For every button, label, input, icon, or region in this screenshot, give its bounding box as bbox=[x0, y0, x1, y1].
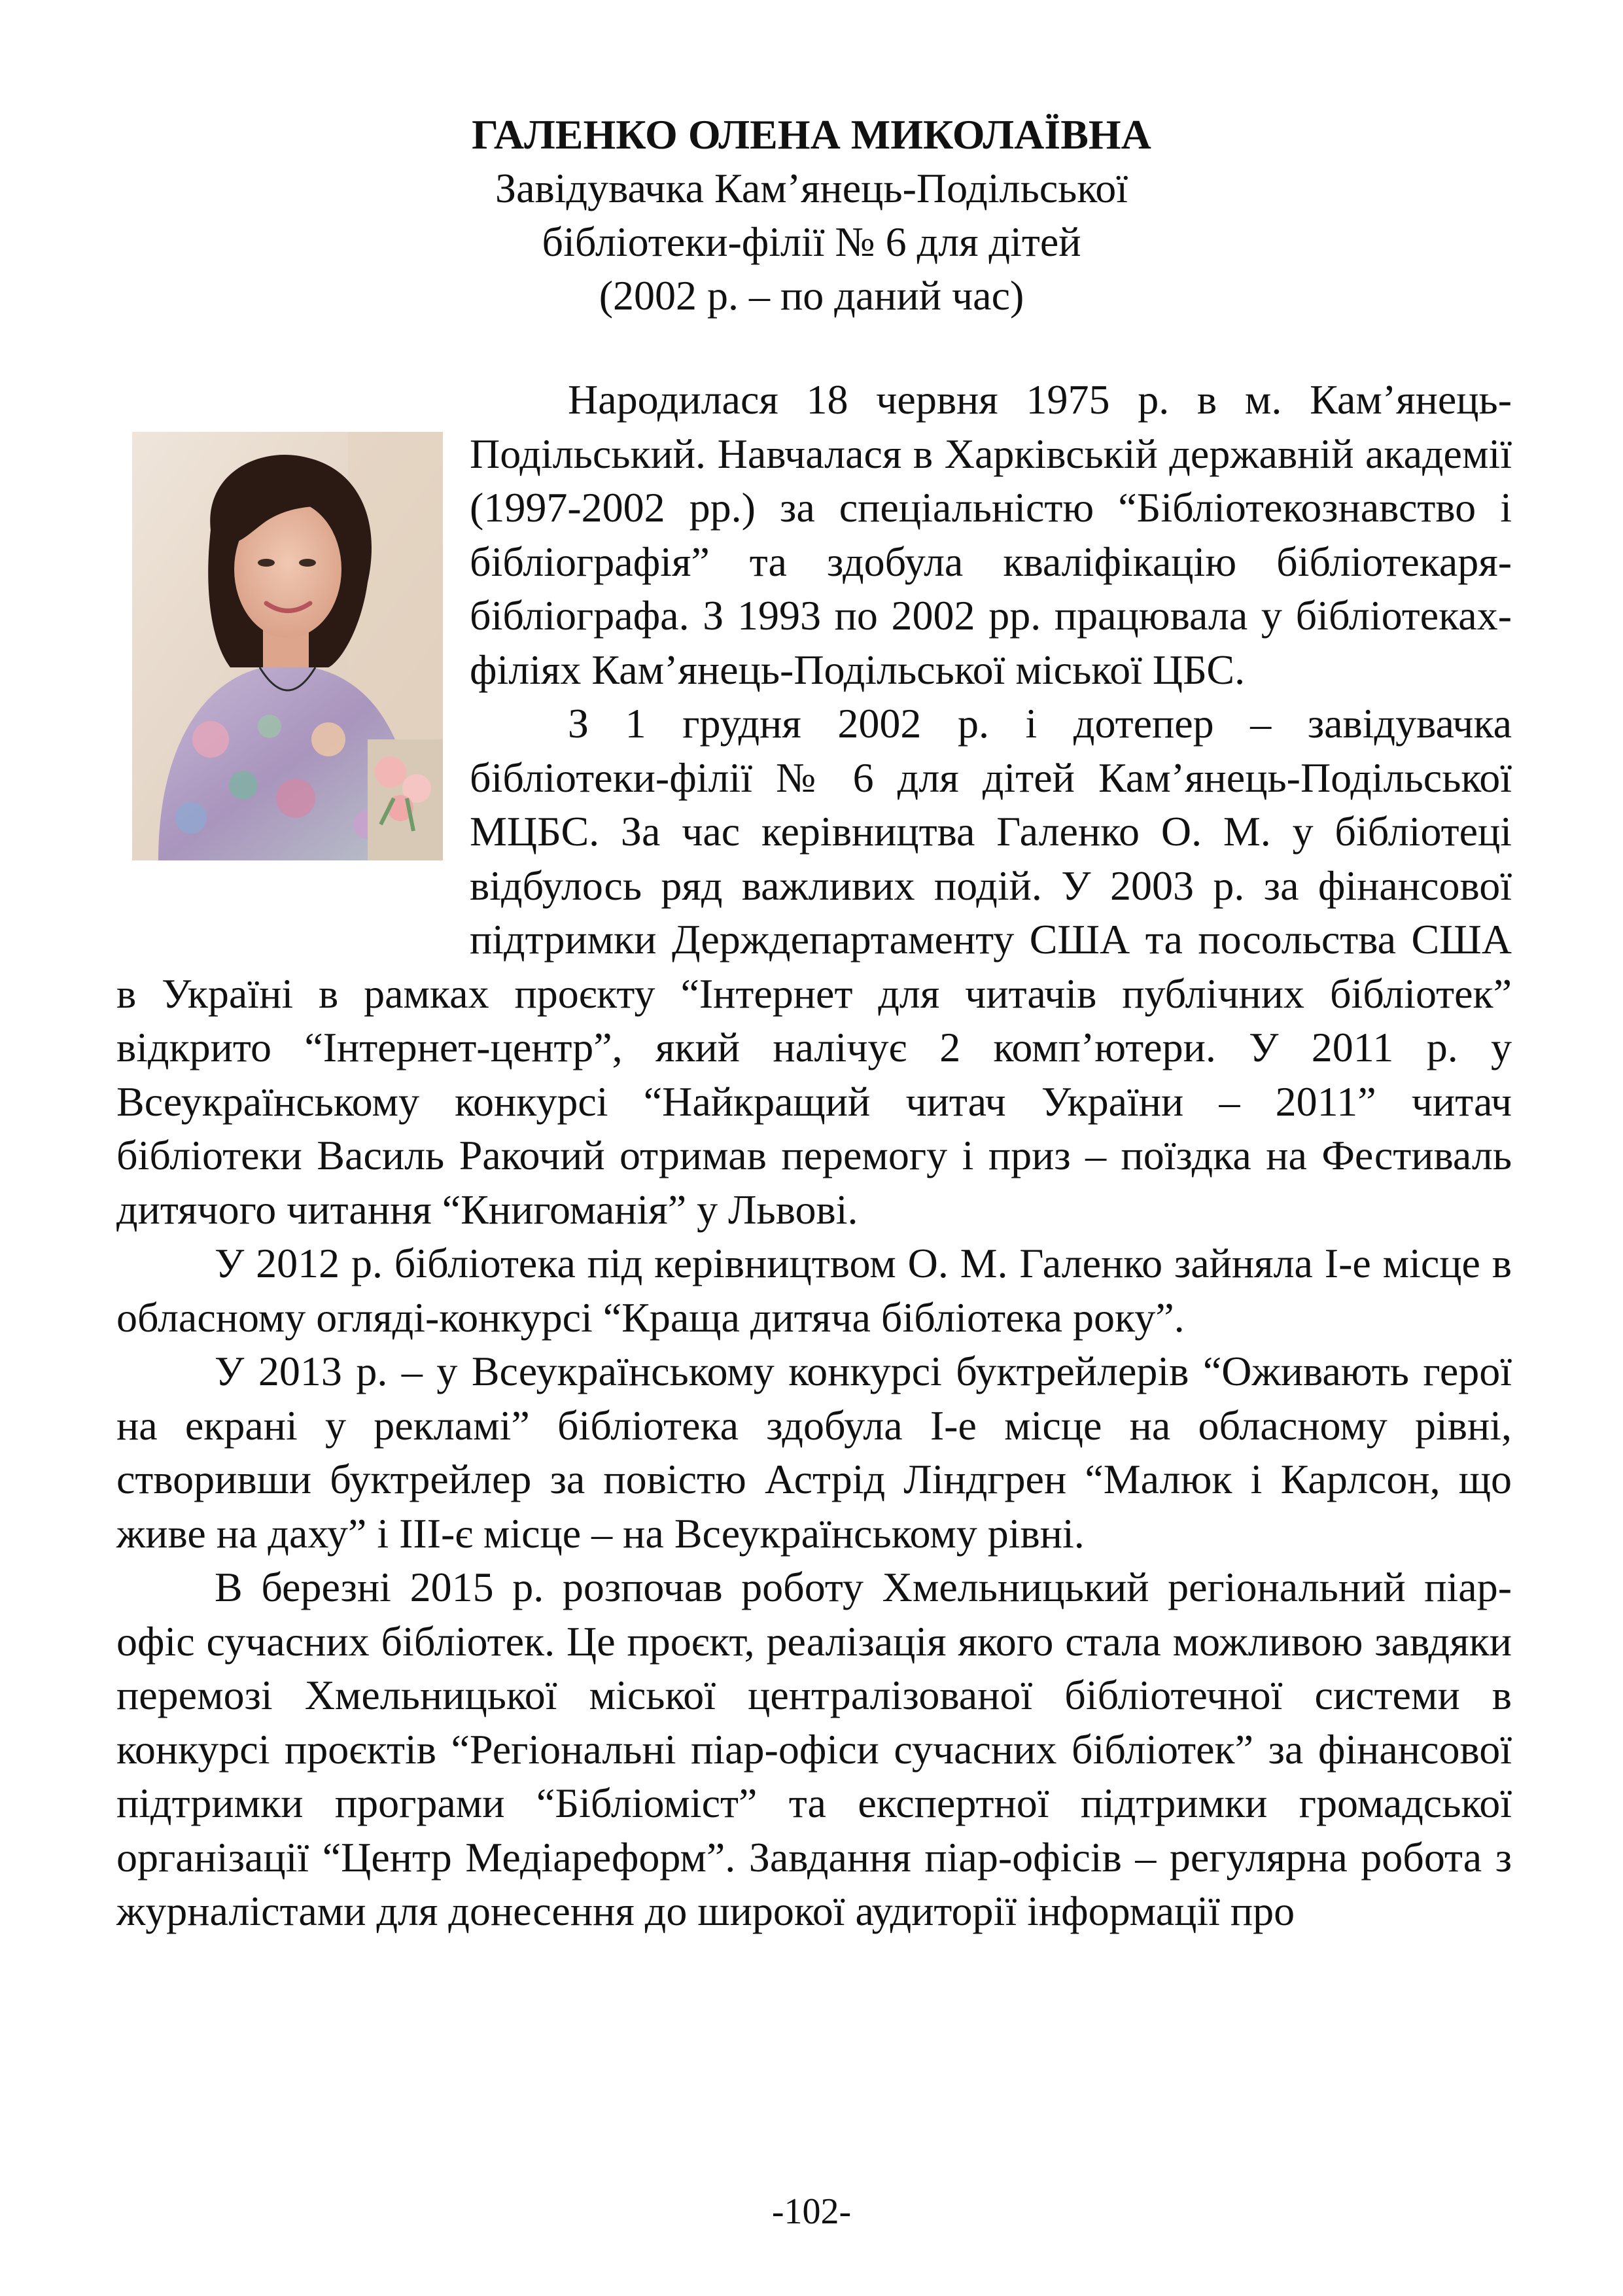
photo-wrap-spacer bbox=[116, 427, 470, 937]
paragraph-5: В березні 2015 р. розпочав роботу Хмельницький регіональний піар-офіс сучасних бібліотек. Це проєкт, реалізація якого стала можливою завдяки перемозі Хмельницької міської централізованої бібліотечної системи в конкурсі проєктів “Регіональні піар-офіси сучасних бібліотек” за фінансової підтримки програми “Бібліоміст” та експертної підтримки громадської організації “Центр Медіареформ”. Завдання піар-офісів – регулярна робота з журналістами для донесення до широкої аудиторії інформації про bbox=[116, 1564, 1512, 1934]
paragraph-4: У 2013 р. – у Всеукраїнському конкурсі буктрейлерів “Оживають герої на екрані у рекламі” бібліотека здобула І-е місце на обласному рівні, створивши буктрейлер за повістю Астрід Ліндгрен “Малюк і Карлсон, що живе на даху” і ІІІ-є місце – на Всеукраїнському рівні. bbox=[116, 1348, 1512, 1557]
person-name: ГАЛЕНКО ОЛЕНА МИКОЛАЇВНА bbox=[472, 111, 1151, 158]
biography-text bbox=[116, 373, 1512, 1939]
paragraph-1: Народилася 18 червня 1975 р. в м. Кам’янець-Подільський. Навчалася в Харківській державній академії (1997-2002 рр.) за спеціальністю “Бібліотекознавство і бібліографія” та здобула кваліфікацію бібліотекаря-бібліографа. З 1993 по 2002 рр. працювала у бібліотеках-філіях Кам’янець-Подільської міської ЦБС. bbox=[470, 376, 1512, 693]
tenure-period: (2002 р. – по даний час) bbox=[599, 272, 1024, 319]
page-number: -102- bbox=[771, 2191, 852, 2232]
paragraph-3: У 2012 р. бібліотека під керівництвом О. М. Галенко зайняла І-е місце в обласному огляді-конкурсі “Краща дитяча бібліотека року”. bbox=[116, 1240, 1512, 1341]
position-line-1: Завідувачка Кам’янець-Подільської bbox=[495, 165, 1128, 211]
article-heading bbox=[0, 108, 1623, 323]
paragraph-2: З 1 грудня 2002 р. і дотепер – завідувачка бібліотеки-філії № 6 для дітей Кам’янець-Подільської МЦБС. За час керівництва Галенко О. М. у бібліотеці відбулось ряд важливих подій. У 2003 р. за фінансової підтримки Держдепартаменту США та посольства США в Україні в рамках проєкту “Інтернет для читачів публічних бібліотек” відкрито “Інтернет-центр”, який налічує 2 комп’ютери. У 2011 р. у Всеукраїнському конкурсі “Найкращий читач України – 2011” читач бібліотеки Василь Ракочий отримав перемогу і приз – поїздка на Фестиваль дитячого читання “Книгоманія” у Львові. bbox=[116, 700, 1512, 1233]
position-line-2: бібліотеки-філії № 6 для дітей bbox=[542, 219, 1081, 265]
